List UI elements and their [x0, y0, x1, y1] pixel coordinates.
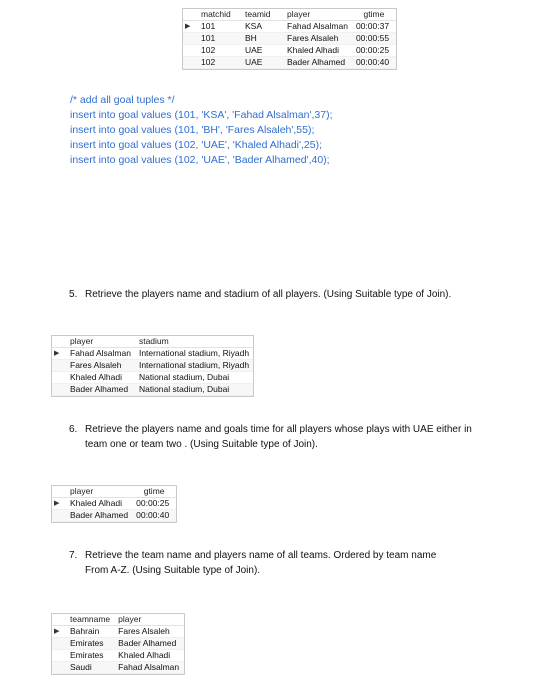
table-cell[interactable]: 102 — [197, 57, 241, 69]
table-cell[interactable]: UAE — [241, 45, 283, 57]
question-7 — [69, 548, 529, 580]
question-number: 7. — [69, 550, 78, 561]
question-text-line-2: From A-Z. (Using Suitable type of Join). — [85, 565, 261, 576]
player-gtime-grid — [51, 485, 177, 523]
row-selector[interactable] — [52, 510, 66, 522]
table-cell[interactable]: Khaled Alhadi — [283, 45, 352, 57]
column-header[interactable]: gtime — [352, 9, 396, 21]
table-cell[interactable]: Fares Alsaleh — [66, 360, 135, 372]
column-header[interactable]: gtime — [132, 486, 176, 498]
question-6 — [69, 422, 529, 454]
row-selector[interactable] — [52, 650, 66, 662]
current-row-arrow-icon: ▶ — [52, 498, 66, 510]
table-cell[interactable]: Bader Alhamed — [114, 638, 184, 650]
table-cell[interactable]: Khaled Alhadi — [114, 650, 184, 662]
row-selector[interactable] — [183, 57, 197, 69]
column-header[interactable]: stadium — [135, 336, 253, 348]
table-cell[interactable]: Fares Alsaleh — [114, 626, 184, 638]
table-cell[interactable]: Fahad Alsalman — [283, 21, 352, 33]
table-cell[interactable]: Bahrain — [66, 626, 114, 638]
row-selector[interactable] — [183, 33, 197, 45]
table-cell[interactable]: National stadium, Dubai — [135, 372, 253, 384]
table-cell[interactable]: International stadium, Riyadh — [135, 348, 253, 360]
table-cell[interactable]: 102 — [197, 45, 241, 57]
table-cell[interactable]: Khaled Alhadi — [66, 498, 132, 510]
table-cell[interactable]: 00:00:37 — [352, 21, 396, 33]
teamname-player-grid — [51, 613, 185, 675]
current-row-arrow-icon: ▶ — [183, 21, 197, 33]
table-cell[interactable]: 00:00:40 — [132, 510, 176, 522]
table-cell[interactable]: 00:00:55 — [352, 33, 396, 45]
column-header[interactable]: teamid — [241, 9, 283, 21]
question-text-line-1: Retrieve the players name and goals time for all players whose plays with UAE either in — [85, 424, 472, 435]
current-row-arrow-icon: ▶ — [52, 626, 66, 638]
question-5 — [69, 287, 529, 303]
table-cell[interactable]: Fahad Alsalman — [114, 662, 184, 674]
table-cell[interactable]: Khaled Alhadi — [66, 372, 135, 384]
table-cell[interactable]: Bader Alhamed — [66, 510, 132, 522]
table-cell[interactable]: 101 — [197, 21, 241, 33]
column-header[interactable]: teamname — [66, 614, 114, 626]
sql-comment: /* add all goal tuples */ — [70, 94, 175, 106]
column-header[interactable]: player — [283, 9, 352, 21]
question-text-line-1: Retrieve the team name and players name of all teams. Ordered by team name — [85, 550, 437, 561]
row-selector[interactable] — [52, 372, 66, 384]
table-cell[interactable]: BH — [241, 33, 283, 45]
row-selector-header — [52, 614, 66, 626]
current-row-arrow-icon: ▶ — [52, 348, 66, 360]
row-selector[interactable] — [52, 384, 66, 396]
goal-result-grid — [182, 8, 397, 70]
table-cell[interactable]: 101 — [197, 33, 241, 45]
column-header[interactable]: player — [66, 336, 135, 348]
question-text-line-2: team one or team two . (Using Suitable type of Join). — [85, 439, 318, 450]
sql-code-block — [70, 93, 333, 168]
column-header[interactable]: player — [114, 614, 184, 626]
sql-line: insert into goal values (102, 'UAE', 'Khaled Alhadi',25); — [70, 139, 322, 151]
table-cell[interactable]: International stadium, Riyadh — [135, 360, 253, 372]
table-cell[interactable]: Saudi — [66, 662, 114, 674]
row-selector-header — [52, 336, 66, 348]
sql-line: insert into goal values (102, 'UAE', 'Bader Alhamed',40); — [70, 154, 330, 166]
column-header[interactable]: player — [66, 486, 132, 498]
table-cell[interactable]: 00:00:25 — [132, 498, 176, 510]
row-selector-header — [183, 9, 197, 21]
table-cell[interactable]: 00:00:40 — [352, 57, 396, 69]
question-text: Retrieve the players name and stadium of all players. (Using Suitable type of Join). — [85, 289, 452, 300]
row-selector[interactable] — [52, 638, 66, 650]
table-cell[interactable]: Bader Alhamed — [66, 384, 135, 396]
question-number: 5. — [69, 289, 78, 300]
table-cell[interactable]: Fahad Alsalman — [66, 348, 135, 360]
table-cell[interactable]: KSA — [241, 21, 283, 33]
question-number: 6. — [69, 424, 78, 435]
column-header[interactable]: matchid — [197, 9, 241, 21]
table-cell[interactable]: Emirates — [66, 638, 114, 650]
player-stadium-grid — [51, 335, 254, 397]
table-cell[interactable]: Bader Alhamed — [283, 57, 352, 69]
table-cell[interactable]: National stadium, Dubai — [135, 384, 253, 396]
table-cell[interactable]: 00:00:25 — [352, 45, 396, 57]
row-selector[interactable] — [52, 360, 66, 372]
table-cell[interactable]: Emirates — [66, 650, 114, 662]
table-cell[interactable]: UAE — [241, 57, 283, 69]
sql-line: insert into goal values (101, 'KSA', 'Fahad Alsalman',37); — [70, 109, 333, 121]
row-selector[interactable] — [52, 662, 66, 674]
sql-line: insert into goal values (101, 'BH', 'Fares Alsaleh',55); — [70, 124, 315, 136]
row-selector[interactable] — [183, 45, 197, 57]
row-selector-header — [52, 486, 66, 498]
table-cell[interactable]: Fares Alsaleh — [283, 33, 352, 45]
